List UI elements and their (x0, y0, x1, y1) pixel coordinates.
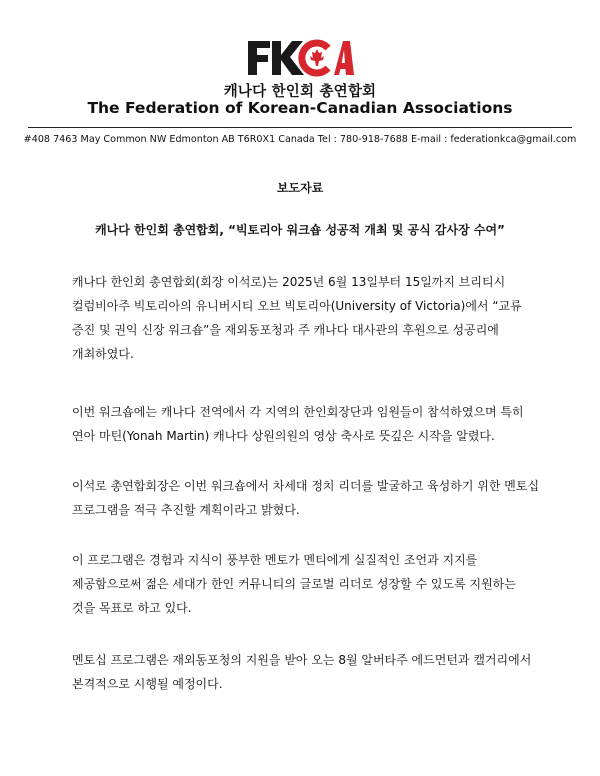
logo-letter-f (248, 41, 270, 75)
body-paragraph-4: 이 프로그램은 경험과 지식이 풍부한 멘토가 멘티에게 실질적인 조언과 지지를 제공함으로써 젊은 세대가 한인 커뮤니티의 글로벌 리더로 성장할 수 있도록 지원하는 것을 목표로 하고 있다. (72, 553, 516, 615)
press-release-headline: 캐나다 한인회 총연합회, “빅토리아 워크숍 성공적 개최 및 공식 감사장 수여” (95, 223, 505, 237)
body-paragraph-5: 멘토십 프로그램은 재외동포청의 지원을 받아 오는 8월 알버타주 에드먼턴과 캘거리에서 본격적으로 시행될 예정이다. (72, 653, 532, 691)
contact-address-line: #408 7463 May Common NW Edmonton AB T6R0X1 Canada Tel : 780-918-7688 E-mail : federationkca@gmail.com (23, 134, 577, 145)
body-paragraph-3: 이석로 총연합회장은 이번 워크숍에서 차세대 정치 리더를 발굴하고 육성하기 위한 멘토십 프로그램을 적극 추진할 계획이라고 밝혔다. (72, 479, 540, 517)
org-name-korean: 캐나다 한인회 총연합회 (223, 84, 377, 100)
header-divider (28, 127, 572, 128)
logo-letter-a (334, 41, 354, 75)
org-name-english: The Federation of Korean-Canadian Associations (87, 99, 513, 117)
fkca-logo (246, 38, 354, 78)
maple-leaf-icon (310, 49, 324, 66)
body-paragraph-1: 캐나다 한인회 총연합회(회장 이석로)는 2025년 6월 13일부터 15일까지 브리티시 컬럼비아주 빅토리아의 유니버시티 오브 빅토리아(University of Victoria)에서 “교류 증진 및 권익 신장 워크숍”을 재외동포청과 주 캐나다 대사관의 후원으로 성공리에 개최하였다. (72, 275, 522, 361)
press-release-label: 보도자료 (276, 181, 324, 195)
body-paragraph-2: 이번 워크숍에는 캐나다 전역에서 각 지역의 한인회장단과 임원들이 참석하였으며 특히 연아 마틴(Yonah Martin) 캐나다 상원의원의 영상 축사로 뜻깊은 시작을 알렸다. (72, 405, 524, 443)
